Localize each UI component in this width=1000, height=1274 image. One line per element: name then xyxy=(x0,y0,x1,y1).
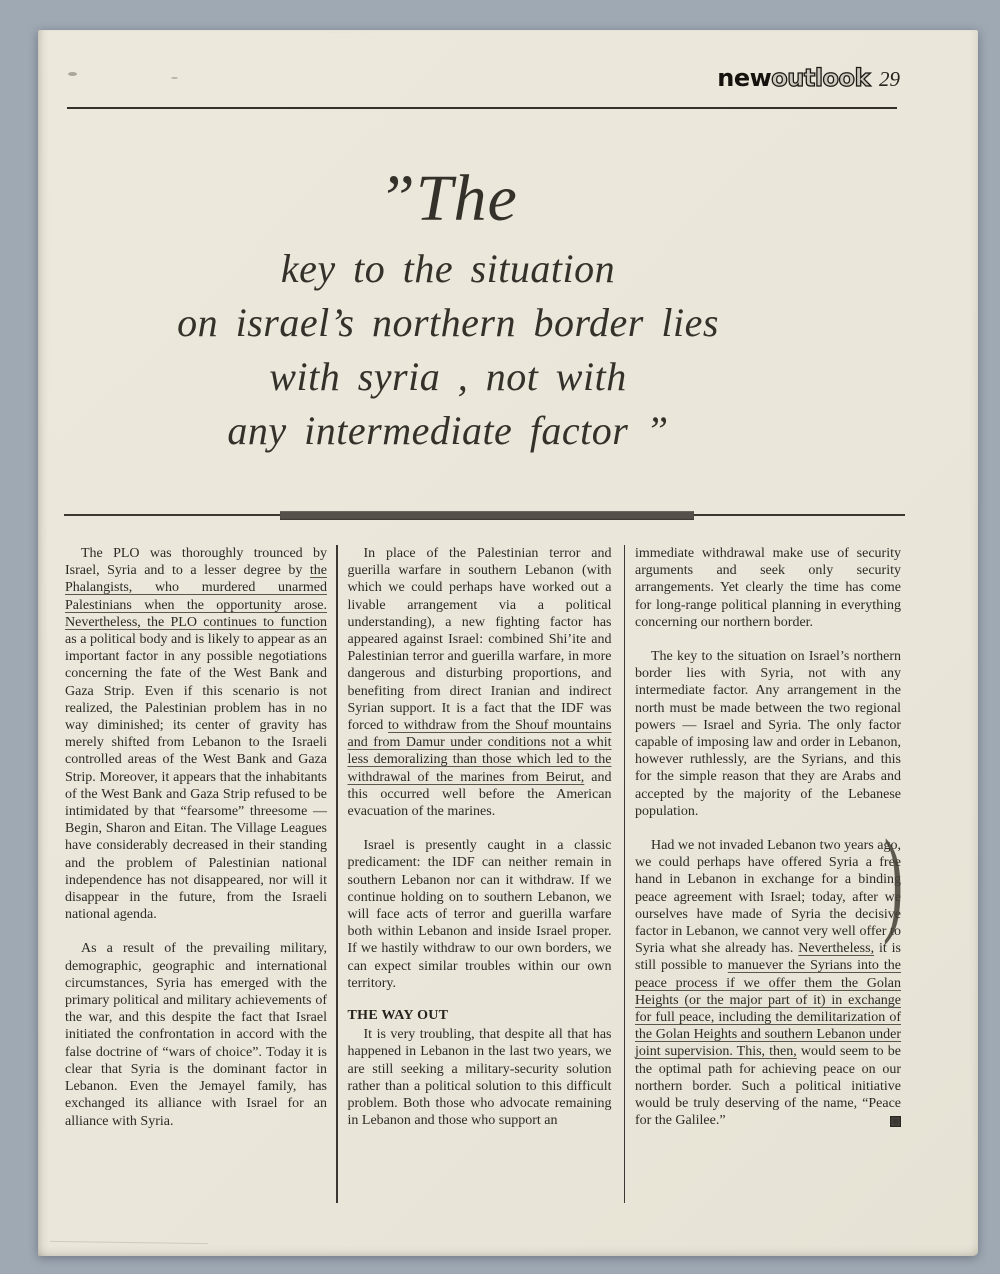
page-crease xyxy=(50,1241,208,1244)
paragraph-text: The PLO was thoroughly trounced by Israel, Syria and to a lesser degree by xyxy=(65,546,327,579)
logo-word-new: new xyxy=(717,64,772,92)
smudge-mark xyxy=(68,72,77,76)
page-number: 29 xyxy=(879,67,900,91)
paragraph-text: The key to the situation on Israel’s northern border lies with Syria, not with any intermediate factor. Any arrangement in the north must be made between the two regional powers — Israel and Syria. The only factor capable of imposing law and order in Lebanon, however ruthlessly, are the Syrians, and this for the simple reason that they are Arabs and accepted by the majority of the Lebanese population. xyxy=(635,649,901,819)
pen-underline-annotation: manuever the Syrians into the peace process if we offer them the Golan Heights (or the major part of it) in exchange for full peace, including the demilitarization of the Golan Heights and southern Lebanon under joint supervision. This, then, xyxy=(635,958,901,1060)
pull-quote-line-5: any intermediate factor ” xyxy=(227,408,669,453)
pull-quote-line-4: with syria , not with xyxy=(269,354,627,399)
column-rule xyxy=(624,545,626,1203)
paragraph xyxy=(348,1026,612,1129)
paragraph xyxy=(65,545,327,923)
paragraph-text: immediate withdrawal make use of security arguments and seek only security arrangements. Yet clearly the time has come for long-range political planning in everything concerning our northern border. xyxy=(635,546,901,630)
paragraph-text: Had we not invaded Lebanon two years ago, we could perhaps have offered Syria a free hand in Lebanon in exchange for a binding peace agreement with Israel; today, after we ourselves have made of Syria the decisive factor in Lebanon, we cannot very well offer to Syria what she already has. xyxy=(635,838,901,957)
paragraph-text: would seem to be the optimal path for achieving peace on our northern border. Such a political initiative would be truly deserving of the name, “Peace for the Galilee.” xyxy=(635,1044,901,1129)
header-rule xyxy=(67,107,897,109)
paragraph-text: Israel is presently caught in a classic predicament: the IDF can neither remain in southern Lebanon nor can it withdraw. If we continue holding on to southern Lebanon, we will face acts of terror and guerilla warfare both within Lebanon and inside Israel proper. If we hastily withdraw to our own borders, we can expect similar troubles within our own territory. xyxy=(347,838,612,991)
paragraph-text: As a result of the prevailing military, demographic, geographic and international circumstances, Syria has emerged with the primary political and military achievements of the war, and this despite the fact that Israel initiated the confrontation in accord with the false doctrine of “wars of choice”. Today it is clear that Syria is the dominant factor in Lebanon. Even the Jemayel family, has exchanged its alliance with Israel for an alliance with Syria. xyxy=(65,941,327,1129)
section-divider xyxy=(64,509,905,521)
divider-thick-bar xyxy=(280,511,694,520)
magazine-page xyxy=(38,30,978,1256)
column-rule xyxy=(336,545,338,1203)
paragraph xyxy=(635,545,901,631)
magazine-logo xyxy=(717,66,870,90)
pull-quote-line-3: on israel’s northern border lies xyxy=(177,300,719,345)
end-of-article-mark xyxy=(890,1116,901,1127)
pull-quote-line-1: ”The xyxy=(378,162,518,235)
paragraph-text: and this occurred well before the American evacuation of the marines. xyxy=(347,769,612,820)
pull-quote xyxy=(63,160,833,458)
paragraph xyxy=(635,837,901,1129)
paragraph xyxy=(635,648,901,820)
pen-underline-annotation: to withdraw from the Shouf mountains and from Damur under conditions not a whit less demoralizing than those which led to the withdrawal of the marines from Beirut, xyxy=(347,718,612,785)
paragraph-text: as a political body and is likely to appear as an important factor in any possible negotiations concerning the fate of the West Bank and Gaza Strip. Even if this scenario is not realized, the Palestinian problem has in no way diminished; its center of gravity has merely shifted from Lebanon to the Israeli controlled areas of the West Bank and Gaza Strip. Moreover, it appears that the inhabitants of the West Bank and Gaza Strip refused to be intimidated by that “fearsome” threesome — Begin, Sharon and Eitan. The Village Leagues have considerably decreased in their standing and the problem of Palestinian national independence has not disappeared, nor will it disappear in the future, from the Israeli national agenda. xyxy=(65,632,327,923)
paragraph-text: In place of the Palestinian terror and guerilla warfare in southern Lebanon (with which we could perhaps have worked out a livable arrangement via a political understanding), a new fighting factor has appeared against Israel: combined Shi’ite and Palestinian terror and guerilla warfare, in more dangerous and disturbing proportions, and benefiting from direct Iranian and indirect Syrian support. It is a fact that the IDF was forced xyxy=(347,546,612,734)
pen-underline-annotation: the Phalangists, who murdered unarmed Palestinians when the opportunity arose. Nevertheless, the PLO continues to function xyxy=(65,563,327,630)
section-heading: THE WAY OUT xyxy=(347,1008,449,1024)
paragraph-text: it is still possible to xyxy=(635,941,901,974)
paragraph xyxy=(348,837,612,992)
column-3 xyxy=(635,545,901,1130)
article-body xyxy=(65,545,901,1203)
paragraph-text: It is very troubling, that despite all that has happened in Lebanon in the last two years, we are still seeking a military-security solution rather than a political solution to this difficult problem. Both those who advocate remaining in Lebanon and those who support an xyxy=(347,1027,612,1129)
column-1 xyxy=(65,545,327,1130)
paragraph xyxy=(348,545,612,820)
masthead xyxy=(717,66,900,92)
margin-annotation-paren: ) xyxy=(882,815,904,947)
pull-quote-line-2: key to the situation xyxy=(280,246,616,291)
column-2 xyxy=(348,545,612,1130)
pen-underline-annotation: Nevertheless, xyxy=(798,941,875,957)
logo-word-outlook: outlook xyxy=(771,64,870,92)
paragraph xyxy=(65,940,327,1129)
